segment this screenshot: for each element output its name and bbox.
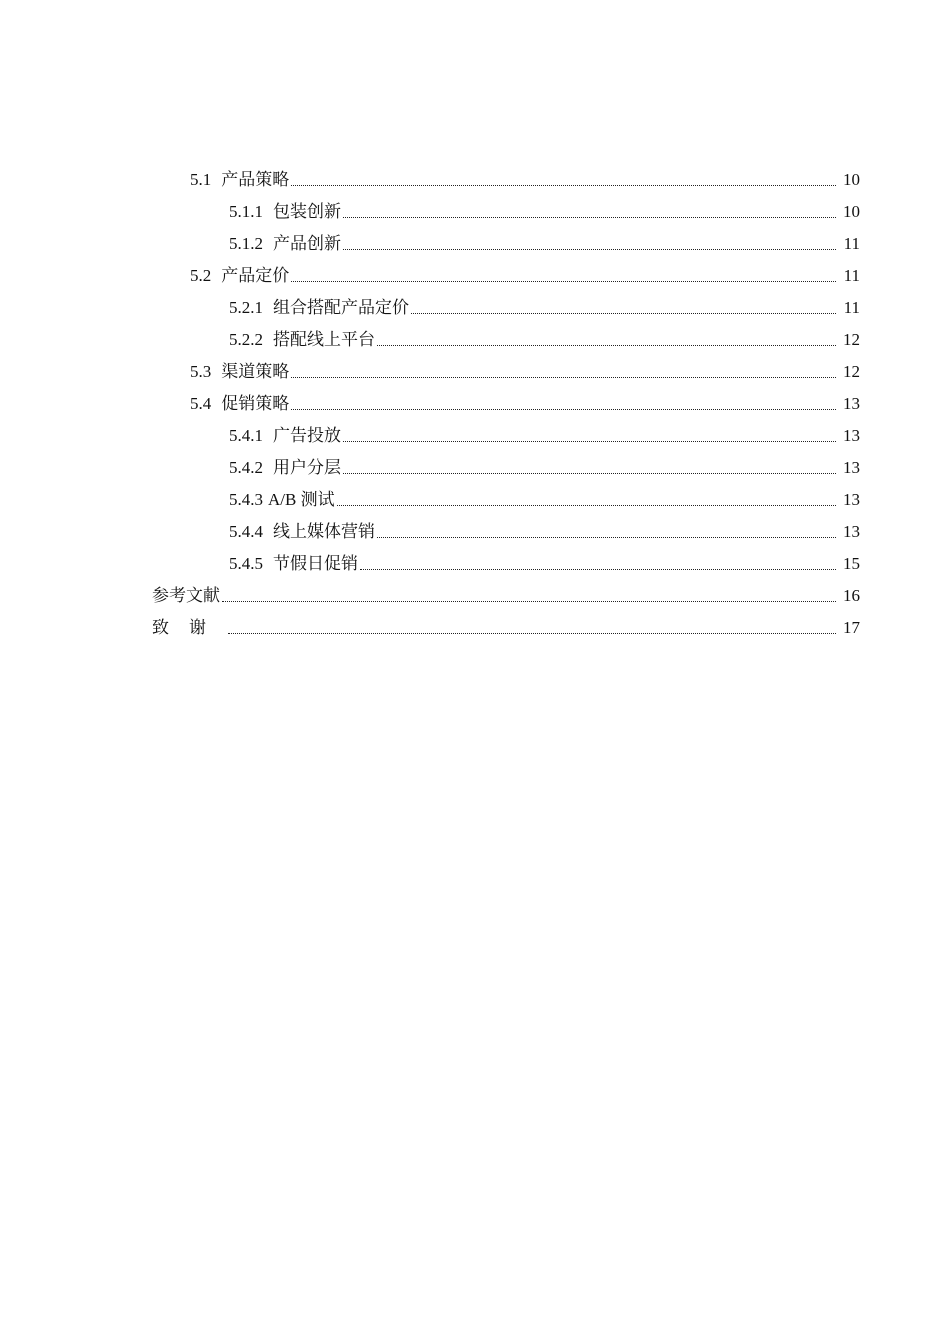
toc-entry-label: [229, 420, 341, 452]
toc-entry-number: 5.1: [190, 170, 212, 189]
toc-entry-number: 5.1.1: [229, 202, 263, 221]
toc-entry-5-4-2[interactable]: [0, 452, 950, 484]
toc-entry-number: 5.2.1: [229, 298, 263, 317]
toc-entry-page: 10: [843, 170, 860, 189]
toc-entry-5-1-1[interactable]: [0, 196, 950, 228]
toc-entry-page: 16: [843, 586, 860, 605]
toc-entry-label: [229, 452, 341, 484]
toc-entry-title: 产品创新: [273, 234, 341, 253]
toc-entry-5-2-2[interactable]: [0, 324, 950, 356]
toc-entry-page: 13: [843, 394, 860, 413]
toc-entry-label: [152, 580, 220, 612]
toc-entry-page: 12: [843, 362, 860, 381]
dot-leader: [343, 216, 836, 218]
dot-leader: [291, 280, 836, 282]
toc-entry-label: [229, 228, 341, 260]
toc-entry-title: 用户分层: [273, 458, 341, 477]
toc-entry-5-3[interactable]: [0, 356, 950, 388]
toc-entry-5-4-5[interactable]: [0, 548, 950, 580]
toc-entry-label: [229, 196, 341, 228]
toc-entry-title: 参考文献: [152, 586, 220, 605]
dot-leader: [291, 184, 836, 186]
toc-entry-number: 5.4: [190, 394, 212, 413]
toc-entry-5-1-2[interactable]: [0, 228, 950, 260]
toc-entry-label: [152, 612, 226, 644]
toc-entry-page: 12: [843, 330, 860, 349]
toc-entry-title: 产品策略: [221, 170, 290, 189]
dot-leader: [222, 600, 836, 602]
toc-entry-5-4-4[interactable]: [0, 516, 950, 548]
toc-entry-references[interactable]: [0, 580, 950, 612]
toc-entry-page: 13: [843, 458, 860, 477]
toc-entry-number: 5.3: [190, 362, 212, 381]
toc-entry-number: 5.4.5: [229, 554, 263, 573]
toc-entry-label: [229, 324, 375, 356]
toc-entry-number: 5.1.2: [229, 234, 263, 253]
toc-entry-acknowledgements[interactable]: [0, 612, 950, 644]
toc-entry-page: 13: [843, 522, 860, 541]
toc-entry-page: 10: [843, 202, 860, 221]
toc-entry-number: 5.4.1: [229, 426, 263, 445]
toc-entry-page: 17: [843, 618, 860, 637]
dot-leader: [343, 472, 836, 474]
toc-entry-label: [190, 164, 289, 196]
toc-entry-5-1[interactable]: [0, 164, 950, 196]
toc-entry-label: [229, 292, 409, 324]
toc-entry-5-4-1[interactable]: [0, 420, 950, 452]
toc-entry-5-2[interactable]: [0, 260, 950, 292]
toc-entry-page: 15: [843, 554, 860, 573]
toc-entry-title: 包装创新: [273, 202, 341, 221]
toc-entry-number: 5.4.4: [229, 522, 263, 541]
toc-entry-number: 5.2.2: [229, 330, 263, 349]
toc-entry-title: 线上媒体营销: [273, 522, 375, 541]
toc-entry-label: [190, 388, 289, 420]
toc-entry-title: A/B 测试: [268, 490, 335, 509]
dot-leader: [343, 248, 836, 250]
toc-entry-title: 搭配线上平台: [273, 330, 375, 349]
dot-leader: [360, 568, 836, 570]
dot-leader: [377, 344, 836, 346]
toc-entry-label: [229, 548, 358, 580]
toc-entry-label: [190, 356, 289, 388]
toc-entry-page: 11: [843, 266, 860, 285]
dot-leader: [228, 632, 836, 634]
toc-entry-number: 5.4.3: [229, 490, 263, 509]
dot-leader: [291, 376, 836, 378]
toc-entry-5-4[interactable]: [0, 388, 950, 420]
toc-entry-title: 产品定价: [221, 266, 290, 285]
toc-entry-title: 渠道策略: [221, 362, 290, 381]
dot-leader: [291, 408, 836, 410]
toc-entry-number: 5.4.2: [229, 458, 263, 477]
toc-entry-title: 组合搭配产品定价: [273, 298, 409, 317]
toc-entry-page: 11: [843, 298, 860, 317]
dot-leader: [337, 504, 836, 506]
table-of-contents: [0, 164, 950, 644]
dot-leader: [411, 312, 836, 314]
toc-entry-title: 广告投放: [273, 426, 341, 445]
toc-entry-page: 11: [843, 234, 860, 253]
toc-entry-5-2-1[interactable]: [0, 292, 950, 324]
toc-entry-title: 致谢: [152, 618, 226, 637]
toc-entry-label: [190, 260, 289, 292]
toc-entry-page: 13: [843, 490, 860, 509]
dot-leader: [377, 536, 836, 538]
toc-entry-title: 促销策略: [221, 394, 290, 413]
toc-entry-5-4-3[interactable]: [0, 484, 950, 516]
toc-entry-title: 节假日促销: [273, 554, 358, 573]
toc-entry-label: [229, 484, 335, 516]
dot-leader: [343, 440, 836, 442]
toc-entry-label: [229, 516, 375, 548]
toc-entry-number: 5.2: [190, 266, 212, 285]
toc-entry-page: 13: [843, 426, 860, 445]
